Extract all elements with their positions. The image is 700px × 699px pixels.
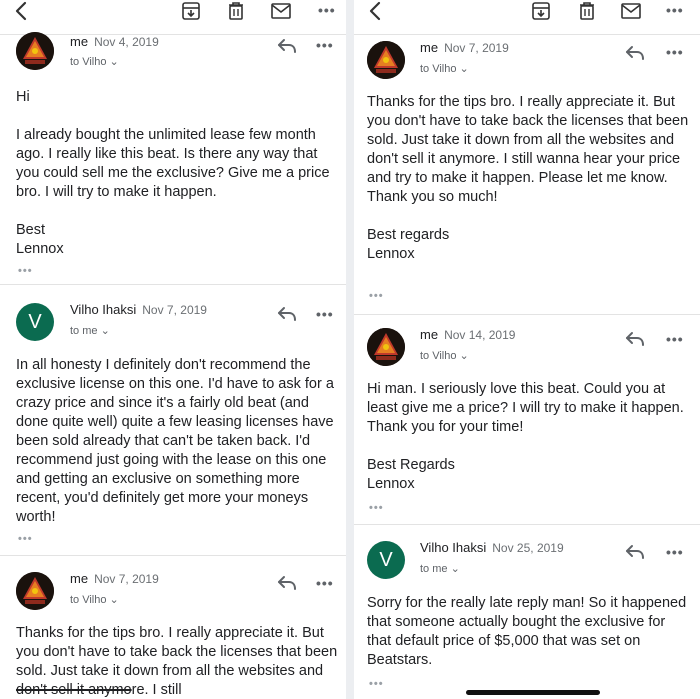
avatar-lennox[interactable] [367, 328, 405, 366]
message-date: Nov 7, 2019 [142, 303, 207, 317]
sender-name: me [420, 40, 439, 55]
reply-icon[interactable] [624, 44, 646, 62]
message-more-icon[interactable]: ••• [666, 44, 684, 60]
reply-icon[interactable] [624, 543, 646, 561]
message-more-icon[interactable]: ••• [666, 331, 684, 347]
message-sender[interactable] [420, 540, 564, 555]
message-more-icon[interactable]: ••• [316, 37, 334, 53]
message-body: Hi I already bought the unlimited lease few month ago. I really like this beat. Is there any way that you could sell me the exclusive? Give me a price bro. I will try to make it happen. Best Lennox [16, 89, 330, 257]
message-more-icon[interactable]: ••• [316, 575, 334, 591]
avatar-lennox[interactable] [367, 41, 405, 79]
recipient-toggle[interactable]: to me ⌄ [420, 563, 460, 575]
avatar-vilho[interactable]: V [16, 303, 54, 341]
message-date: Nov 14, 2019 [444, 328, 516, 342]
reply-icon[interactable] [624, 330, 646, 348]
message-date: Nov 7, 2019 [444, 41, 509, 55]
recipient-toggle[interactable]: to Vilho ⌄ [70, 56, 119, 68]
body-text-end: re. I still [131, 682, 182, 698]
toolbar [354, 0, 700, 34]
message-sender[interactable] [70, 34, 159, 49]
message-date: Nov 7, 2019 [94, 572, 159, 586]
show-trimmed-content[interactable]: ••• [18, 533, 33, 545]
email-thread-left [0, 0, 346, 699]
message-more-icon[interactable]: ••• [316, 306, 334, 322]
archive-icon[interactable] [530, 0, 552, 22]
archive-icon[interactable] [180, 0, 202, 22]
message-body: In all honesty I definitely don't recommend the exclusive license on this one. I'd have to ask for a crazy price and since it's a fairly old beat (and done quite well) quite a few leasing licenses have been sold already that can't be taken back. I'd recommend just going with the lease on this one and getting an exclusive on something more recent, you'd definitely get more your moneys worth! [16, 357, 334, 525]
recipient-toggle[interactable]: to Vilho ⌄ [420, 350, 469, 362]
message-sender[interactable] [70, 571, 159, 586]
message-sender[interactable] [420, 40, 509, 55]
recipient-toggle[interactable]: to Vilho ⌄ [70, 594, 119, 606]
toolbar-more-icon[interactable]: ••• [318, 2, 336, 18]
back-arrow-icon[interactable] [10, 0, 34, 24]
reply-icon[interactable] [276, 37, 298, 55]
email-thread-right [354, 0, 700, 699]
show-trimmed-content[interactable]: ••• [18, 265, 33, 277]
recipient-toggle[interactable]: to me ⌄ [70, 325, 110, 337]
body-text: Thanks for the tips bro. I really appreciate it. But you don't have to take back the licenses that been sold. Just take it down from all the websites and [16, 625, 338, 679]
message-body: Sorry for the really late reply man! So it happened that someone actually bought the exclusive for that default price of $5,000 that was set on Beatstars. [367, 595, 687, 668]
sender-name: me [70, 571, 89, 586]
show-trimmed-content[interactable]: ••• [369, 678, 384, 690]
recipient-toggle[interactable]: to Vilho ⌄ [420, 63, 469, 75]
avatar-vilho[interactable]: V [367, 541, 405, 579]
message-date: Nov 25, 2019 [492, 541, 564, 555]
message-body: Thanks for the tips bro. I really appreciate it. But you don't have to take back the licenses that been sold. Just take it down from all the websites and don't sell it anymore. I still wanna hear your price and try to make it happen. Please let me know. Thank you so much! Best regards Lennox [367, 94, 689, 262]
message-date: Nov 4, 2019 [94, 35, 159, 49]
trash-icon[interactable] [576, 0, 598, 22]
mail-icon[interactable] [270, 0, 292, 22]
message-sender[interactable] [420, 327, 515, 342]
sender-name: Vilho Ihaksi [70, 302, 137, 317]
reply-icon[interactable] [276, 574, 298, 592]
back-arrow-icon[interactable] [364, 0, 388, 24]
avatar-lennox[interactable] [16, 32, 54, 70]
sender-name: Vilho Ihaksi [420, 540, 487, 555]
sender-name: me [70, 34, 89, 49]
message-body: Hi man. I seriously love this beat. Could you at least give me a price? I will try to make it happen. Thank you for your time! Best Regards Lennox [367, 381, 684, 492]
trash-icon[interactable] [225, 0, 247, 22]
toolbar [0, 0, 346, 34]
show-trimmed-content[interactable]: ••• [369, 502, 384, 514]
sender-name: me [420, 327, 439, 342]
mail-icon[interactable] [620, 0, 642, 22]
message-body [16, 624, 340, 699]
message-sender[interactable] [70, 302, 207, 317]
avatar-lennox[interactable] [16, 572, 54, 610]
show-trimmed-content[interactable]: ••• [369, 290, 384, 302]
struck-text: don't sell it anymo [16, 682, 132, 698]
toolbar-more-icon[interactable]: ••• [666, 2, 684, 18]
reply-icon[interactable] [276, 305, 298, 323]
message-more-icon[interactable]: ••• [666, 544, 684, 560]
panel-divider [346, 0, 354, 699]
home-indicator[interactable] [466, 690, 600, 695]
